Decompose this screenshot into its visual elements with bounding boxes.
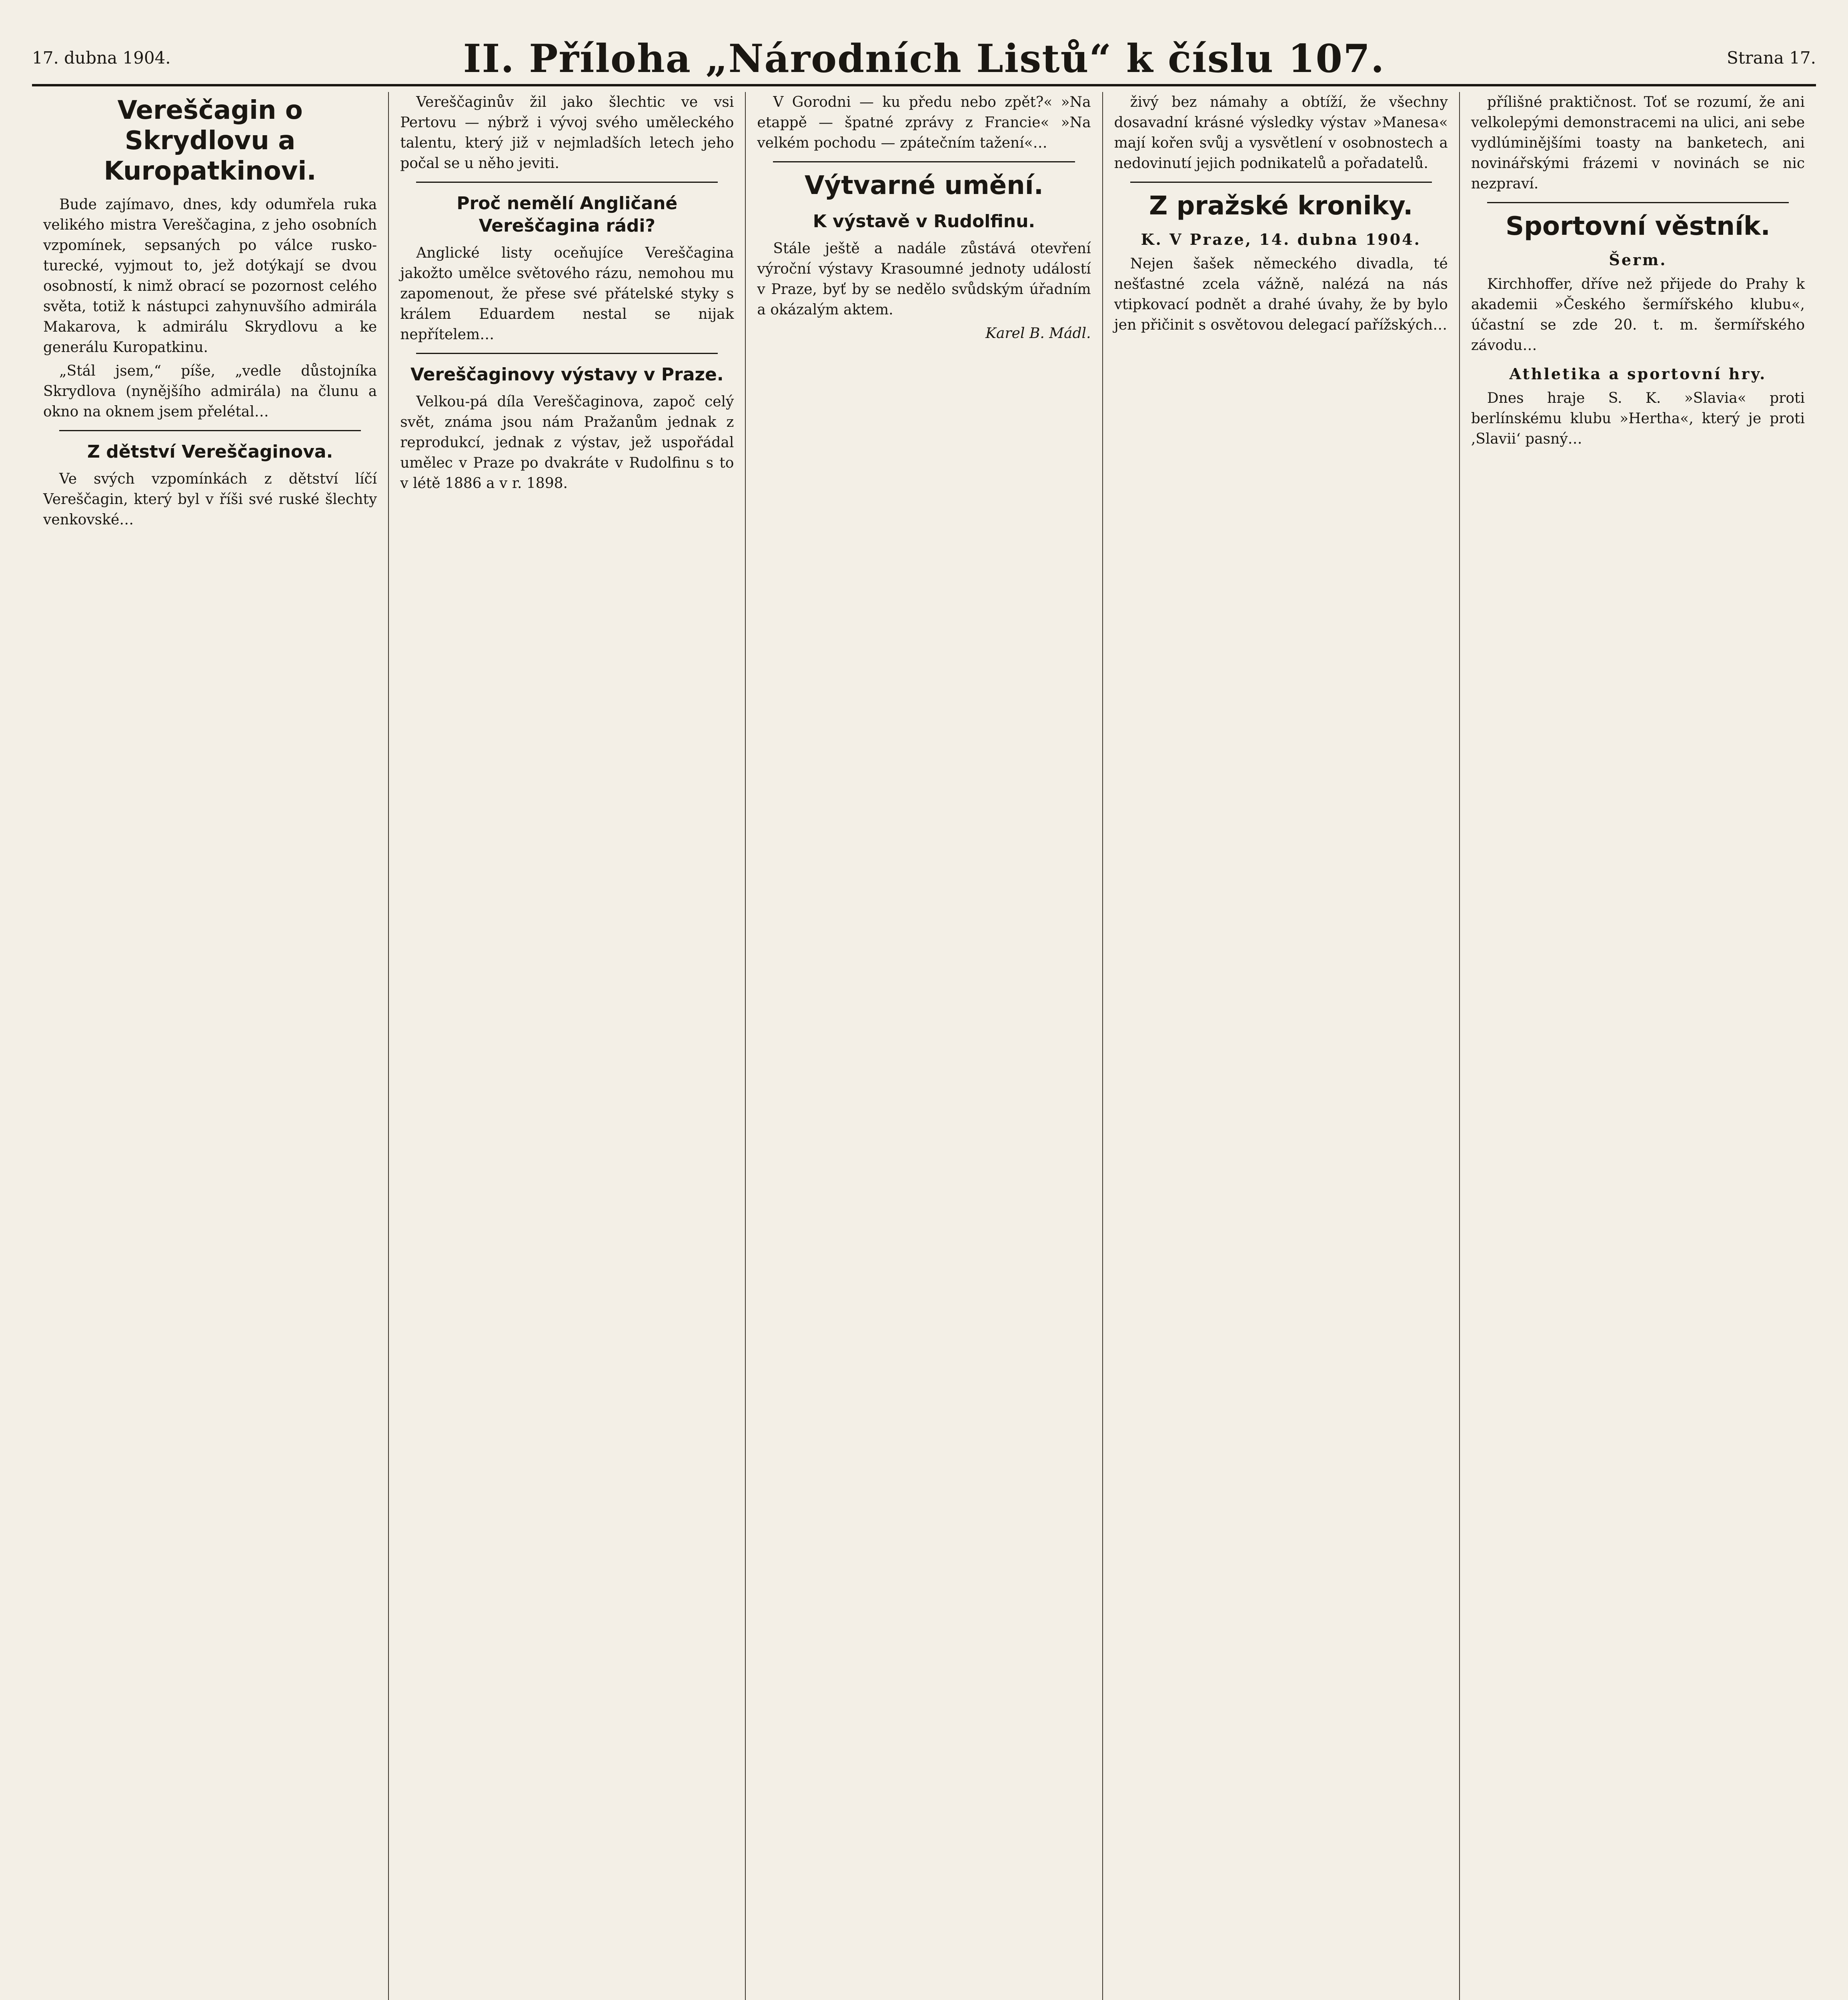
dateline: K. V Praze, 14. dubna 1904.: [1141, 230, 1421, 248]
column-1: [32, 92, 389, 2000]
divider: [59, 430, 361, 431]
article-paragraph: živý bez námahy a obtíží, že všechny dosavadní krásné výsledky výstav »Manesa« mají kořen svůj a vysvětlení v osobnostech a nedovinutí jejich podnikatelů a pořadatelů.: [1114, 94, 1448, 172]
article-heading: K výstavě v Rudolfinu.: [813, 211, 1035, 232]
article-paragraph: Velkou-pá díla Vereščaginova, započ celý svět, známa jsou nám Pražanům jednak z reprodukcí, jednak z výstav, jež uspořádal umělec v Praze po dvakráte v Rudolfinu s to v létě 1886 a v r. 1898.: [400, 394, 734, 492]
supplement-title: II. Příloha „Národních Listů“ k číslu 107.: [463, 36, 1385, 81]
column-4: [1103, 92, 1460, 2000]
article-heading: Vereščaginovy výstavy v Praze.: [410, 364, 724, 385]
divider: [1130, 182, 1432, 183]
article-paragraph: Vereščaginův žil jako šlechtic ve vsi Pertovu — nýbrž i vývoj svého uměleckého talentu, který již v nejmladších letech jeho počal se u něho jeviti.: [400, 94, 734, 172]
article-paragraph: přílišné praktičnost. Toť se rozumí, že ani velkolepými demonstracemi na ulici, ani sebe vydlúminějšími toasty na banketech, ani novinářskými frázemi v novinách se nic nezpraví.: [1471, 94, 1805, 192]
divider: [773, 161, 1075, 162]
article-paragraph: Ve svých vzpomínkách z dětství líčí Vereščagin, který byl v říši své ruské šlechty venkovské…: [43, 471, 377, 528]
article-paragraph: Bude zajímavo, dnes, kdy odumřela ruka velikého mistra Vereščagina, z jeho osobních vzpomínek, sepsaných po válce rusko-turecké, vyjmout to, jež dotýkají se dvou osobností, k nimž obrací se pozornost celého světa, totiž k nástupci zahynuvšího admirála Makarova, k admirálu Skrydlovu a ke generálu Kuropatkinu.: [43, 196, 377, 356]
column-5: [1460, 92, 1816, 2000]
divider: [416, 353, 718, 354]
divider: [416, 182, 718, 183]
article-paragraph: Stále ještě a nadále zůstává otevření výroční výstavy Krasoumné jednoty událostí v Praze, byť by se nedělo svůdským úřadním a okázalým aktem.: [757, 240, 1091, 318]
article-paragraph: Dnes hraje S. K. »Slavia« proti berlínskému klubu »Hertha«, který je proti ,Slavii‘ pasný…: [1471, 390, 1805, 447]
subsection-heading: Athletika a sportovní hry.: [1509, 365, 1767, 383]
article-heading: Vereščagin o Skrydlovu a Kuropatkinovi.: [104, 96, 316, 186]
section-heading: Výtvarné umění.: [804, 171, 1044, 200]
article-paragraph: V Gorodni — ku předu nebo zpět?« »Na etappě — špatné zprávy z Francie« »Na velkém pochodu — zpátečním tažení«…: [757, 94, 1091, 151]
article-paragraph: Anglické listy oceňujíce Vereščagina jakožto umělce světového rázu, nemohou mu zapomenout, že přese své přátelské styky s králem Eduardem nestal se nijak nepřítelem…: [400, 245, 734, 343]
article-paragraph: „Stál jsem,“ píše, „vedle důstojníka Skrydlova (nynějšího admirála) na člunu a okno na oknem jsem přelétal…: [43, 363, 377, 420]
article-heading: Z dětství Vereščaginova.: [87, 442, 333, 462]
author-signature: Karel B. Mádl.: [985, 325, 1091, 342]
article-paragraph: Kirchhoffer, dříve než přijede do Prahy k akademii »Českého šermířského klubu«, účastní se zde 20. t. m. šermířského závodu…: [1471, 276, 1805, 354]
issue-date: 17. dubna 1904.: [32, 48, 171, 68]
subsection-heading: Šerm.: [1609, 251, 1667, 269]
column-3: [746, 92, 1103, 2000]
article-heading: Proč nemělí Angličané Vereščagina rádi?: [456, 193, 678, 236]
section-heading: Z pražské kroniky.: [1149, 191, 1413, 221]
section-heading: Sportovní věstník.: [1506, 212, 1770, 241]
column-2: [389, 92, 746, 2000]
columns: [32, 92, 1816, 2000]
page-number: Strana 17.: [1726, 48, 1816, 68]
masthead: [32, 36, 1816, 86]
divider: [1487, 202, 1789, 203]
article-paragraph: Nejen šašek německého divadla, té nešťastné zcela vážně, nalézá na nás vtipkovací podnět a drahé úvahy, že by bylo jen přičinit s osvětovou delegací pařížských…: [1114, 256, 1448, 333]
